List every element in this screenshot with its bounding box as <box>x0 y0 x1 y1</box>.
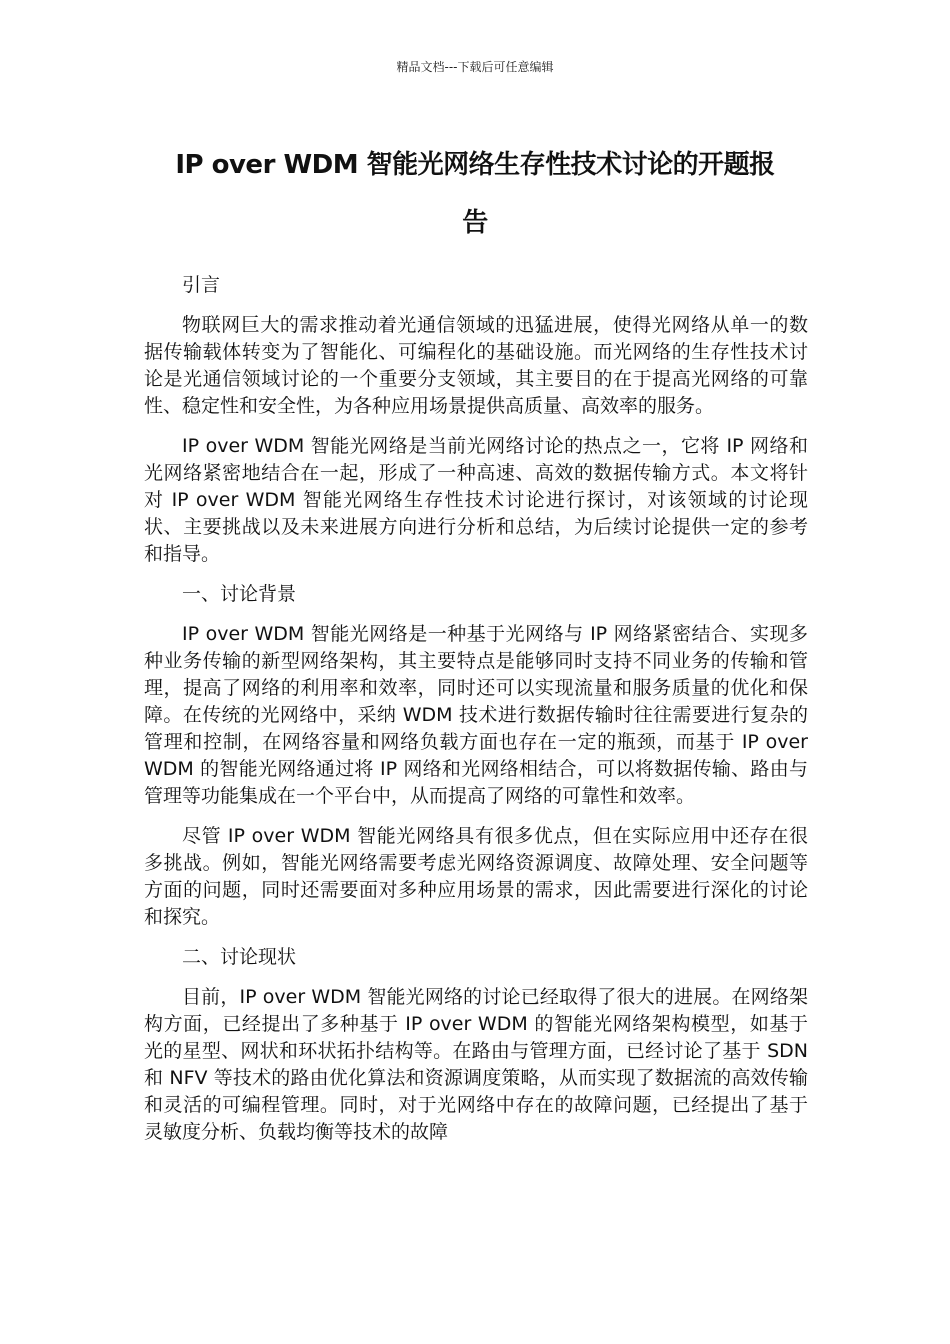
section-heading-intro: 引言 <box>182 274 221 296</box>
paragraph: 尽管 IP over WDM 智能光网络具有很多优点，但在实际应用中还存在很多挑战。例如，智能光网络需要考虑光网络资源调度、故障处理、安全问题等方面的问题，同时还需要面对多种应用场景的需求，因此需要进行深化的讨论和探究。 <box>144 825 808 928</box>
section-heading-background: 一、讨论背景 <box>182 583 297 605</box>
paragraph: IP over WDM 智能光网络是当前光网络讨论的热点之一，它将 IP 网络和光网络紧密地结合在一起，形成了一种高速、高效的数据传输方式。本文将针对 IP over WDM 智能光网络生存性技术讨论进行探讨，对该领域的讨论现状、主要挑战以及未来进展方向进行分析和总结，为后续讨论提供一定的参考和指导。 <box>144 435 808 565</box>
paragraph: 目前，IP over WDM 智能光网络的讨论已经取得了很大的进展。在网络架构方面，已经提出了多种基于 IP over WDM 的智能光网络架构模型，如基于光的星型、网状和环状拓扑结构等。在路由与管理方面，已经讨论了基于 SDN 和 NFV 等技术的路由优化算法和资源调度策略，从而实现了数据流的高效传输和灵活的可编程管理。同时，对于光网络中存在的故障问题，已经提出了基于灵敏度分析、负载均衡等技术的故障 <box>144 986 808 1143</box>
document-body <box>144 272 808 1159</box>
section-heading-status: 二、讨论现状 <box>182 946 297 968</box>
title-line-2: 告 <box>462 208 488 238</box>
paragraph: 物联网巨大的需求推动着光通信领域的迅猛进展，使得光网络从单一的数据传输载体转变为了智能化、可编程化的基础设施。而光网络的生存性技术讨论是光通信领域讨论的一个重要分支领域，其主要目的在于提高光网络的可靠性、稳定性和安全性，为各种应用场景提供高质量、高效率的服务。 <box>144 314 808 417</box>
page-header: 精品文档---下载后可任意编辑 <box>396 60 554 74</box>
title-line-1: IP over WDM 智能光网络生存性技术讨论的开题报 <box>175 150 775 180</box>
document-title <box>150 136 800 252</box>
paragraph: IP over WDM 智能光网络是一种基于光网络与 IP 网络紧密结合、实现多种业务传输的新型网络架构，其主要特点是能够同时支持不同业务的传输和管理，提高了网络的利用率和效率，同时还可以实现流量和服务质量的优化和保障。在传统的光网络中，采纳 WDM 技术进行数据传输时往往需要进行复杂的管理和控制，在网络容量和网络负载方面也存在一定的瓶颈，而基于 IP over WDM 的智能光网络通过将 IP 网络和光网络相结合，可以将数据传输、路由与管理等功能集成在一个平台中，从而提高了网络的可靠性和效率。 <box>144 623 808 807</box>
